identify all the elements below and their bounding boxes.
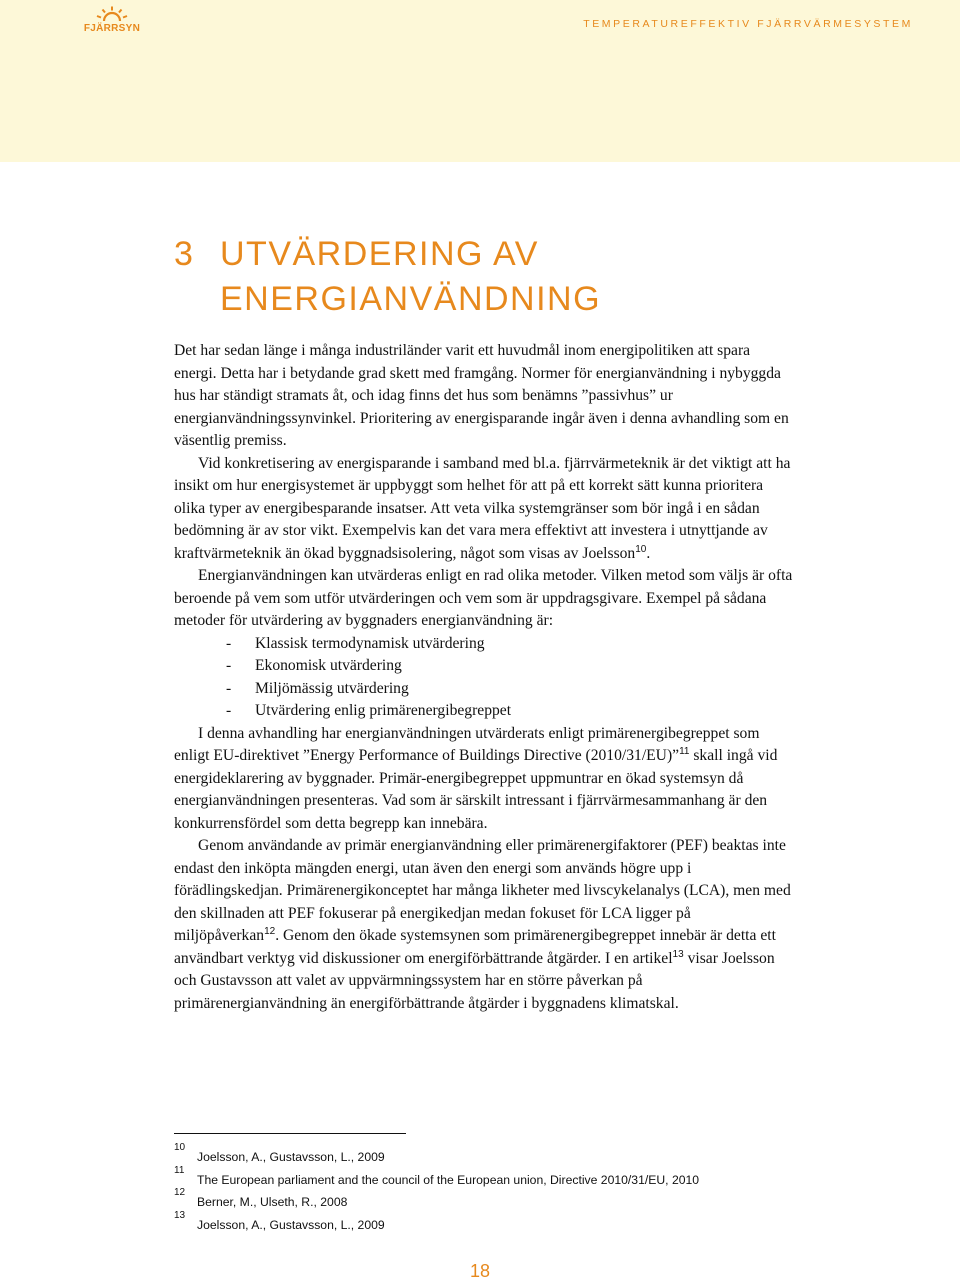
footnote-ref-10[interactable]: 10 bbox=[635, 543, 647, 555]
methods-list bbox=[174, 633, 794, 723]
footnote-number: 11 bbox=[174, 1164, 185, 1176]
footnote-ref-13[interactable]: 13 bbox=[672, 948, 684, 960]
list-item: - Miljömässig utvärdering bbox=[226, 679, 409, 697]
footnotes bbox=[174, 1142, 814, 1232]
footnote-item bbox=[174, 1187, 814, 1210]
paragraph-1: Det har sedan länge i många industriländer varit ett huvudmål inom energipolitiken att spara energi. Detta har i betydande grad skett med framgång. Normer för energianvändning i nybyggda hus har ständigt stramats åt, och idag finns det hus som benämns ”passivhus” ur energianvändningssynvinkel. Prioritering av energisparande ingår även i denna avhandling som en väsentlig premiss. bbox=[174, 342, 789, 449]
footnote-number: 13 bbox=[174, 1209, 186, 1221]
fjarrsyn-logo bbox=[82, 6, 142, 36]
page-number: 18 bbox=[469, 1261, 491, 1281]
list-item: - Ekonomisk utvärdering bbox=[226, 657, 402, 674]
footnote-ref-11[interactable]: 11 bbox=[679, 745, 690, 757]
body-text bbox=[174, 340, 794, 1015]
paragraph-2: Vid konkretisering av energisparande i samband med bl.a. fjärrvärmeteknik är det viktigt att ha insikt om hur energisystemet är uppbyggt som helhet för att på ett korrekt sätt kunna prioritera olika typer av energibesparande insatser. Att veta vilka systemgränser som bör ingå i en sådan bedömning är av stor vikt. Exempelvis kan det vara mera effektivt att investera i utnyttjande av kraftvärmeteknik än ökad byggnadsisolering, något som visas av Joelsson$^{10}$. bbox=[174, 454, 791, 562]
running-title: TEMPERATUREFFEKTIV FJÄRRVÄRMESYSTEM bbox=[583, 18, 913, 30]
list-item: - Klassisk termodynamisk utvärdering bbox=[226, 634, 485, 652]
footnote-number: 12 bbox=[174, 1187, 186, 1198]
paragraph-5: Genom användande av primär energianvändning eller primärenergifaktorer (PEF) beaktas inte endast den inköpta mängden energi, utan även den energi som används högre upp i förädlingskedjan. Primärenergikonceptet har många likheter med livscykelanalys (LCA), men med den skillnaden att PEF fokuserar på energikedjan medan fokuset för LCA ligger på miljöpåverkan$^{12}$. Genom den ökade systemsynen som primärenergibegreppet innebär är detta ett användbart verktyg vid diskussioner om energiförbättrande åtgärder. I en artikel$^{13}$ visar Joelsson och Gustavsson att valet av uppvärmningssystem har en större påverkan på primärenergianvändning än energiförbättrande åtgärder i byggnadens klimatskal. bbox=[174, 837, 791, 1012]
footnote-text: Joelsson, A., Gustavsson, L., 2009 bbox=[197, 1217, 385, 1232]
chapter-title-line1: UTVÄRDERING AV bbox=[220, 235, 539, 273]
chapter-title-line2: ENERGIANVÄNDNING bbox=[220, 280, 602, 318]
footnote-item bbox=[174, 1165, 814, 1188]
footnote-ref-12[interactable]: 12 bbox=[264, 925, 276, 937]
footnote-number: 10 bbox=[174, 1142, 186, 1153]
list-item: - Utvärdering enlig primärenergibegreppet bbox=[226, 702, 512, 719]
footnote-item bbox=[174, 1210, 814, 1233]
footnote-text: Joelsson, A., Gustavsson, L., 2009 bbox=[197, 1150, 385, 1164]
footnote-item bbox=[174, 1142, 814, 1165]
chapter-number: 3 bbox=[174, 235, 195, 273]
paragraph-4: I denna avhandling har energianvändningen utvärderats enligt primärenergibegreppet som enligt EU-direktivet ”Energy Performance of Buildings Directive (2010/31/EU)”$^{11}$ skall ingå vid energideklarering av byggnader. Primär-energibegreppet uppmuntrar en ökad systemsyn då energianvändningen presenteras. Vad som är särskilt intressant i fjärrvärmesammanhang är den konkurrensfördel som detta begrepp kan innebära. bbox=[174, 724, 778, 832]
paragraph-3: Energianvändningen kan utvärderas enligt en rad olika metoder. Vilken metod som väljs är ofta beroende på vem som utför utvärderingen och vem som är uppdragsgivare. Exempel på sådana metoder för utvärdering av byggnaders energianvändning är: bbox=[174, 567, 793, 629]
logo-text: FJÄRRSYN bbox=[83, 23, 141, 34]
footnote-divider bbox=[174, 1133, 406, 1134]
footnote-text: Berner, M., Ulseth, R., 2008 bbox=[197, 1195, 348, 1209]
sun-icon bbox=[96, 6, 128, 22]
footnote-text: The European parliament and the council of the European union, Directive 2010/31/EU, 2010 bbox=[197, 1172, 700, 1187]
